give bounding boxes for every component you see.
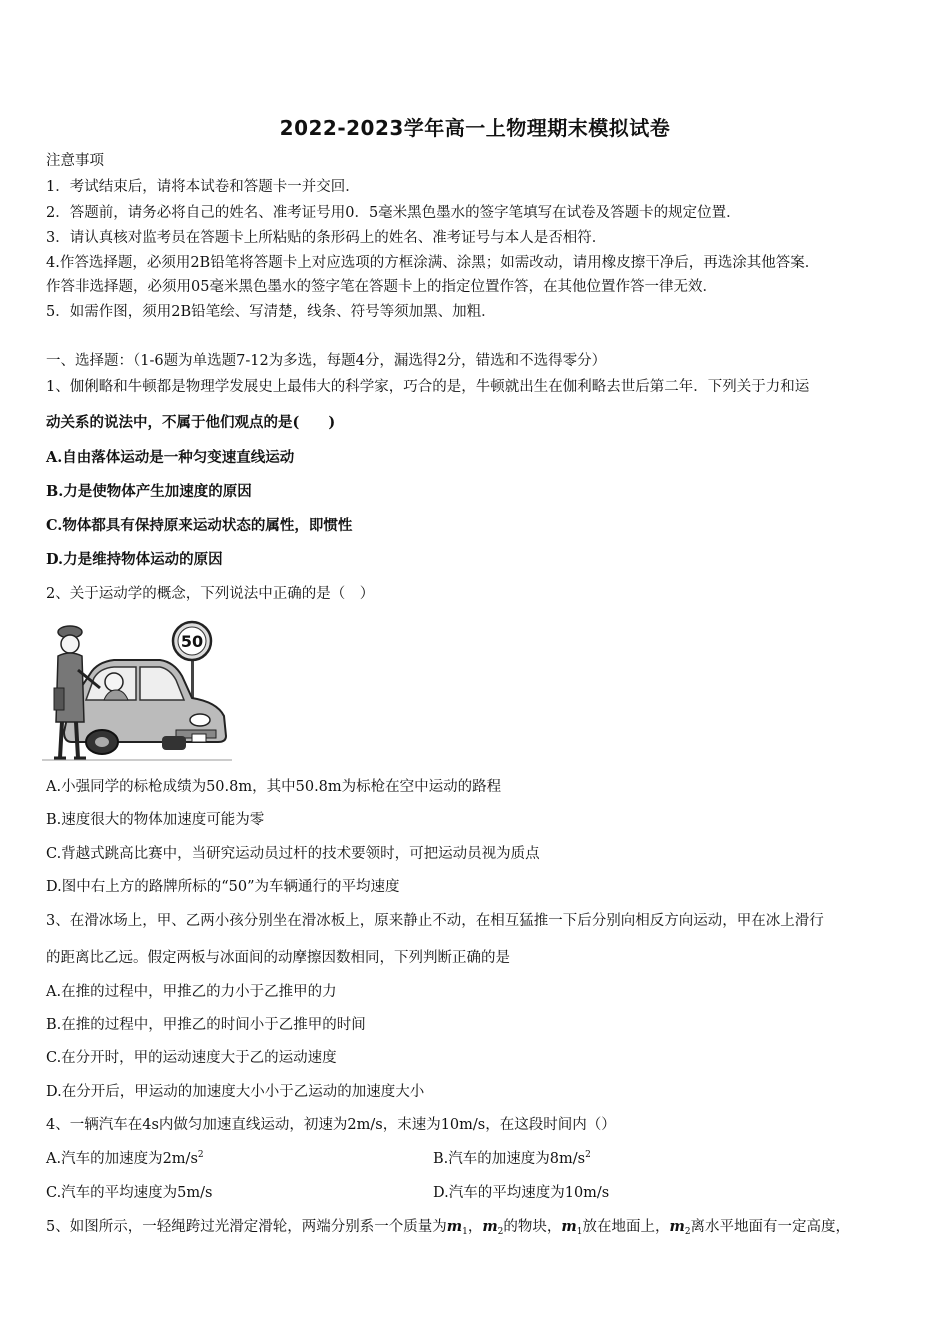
q4-option-a-exponent: 2 xyxy=(197,1150,204,1160)
q4-option-a xyxy=(46,1150,204,1168)
q2-option-b: B.速度很大的物体加速度可能为零 xyxy=(46,812,265,828)
page-title: 2022-2023学年高一上物理期末模拟试卷 xyxy=(279,116,671,140)
q5-text: ， xyxy=(467,1219,483,1235)
mass-symbol: m xyxy=(561,1218,577,1235)
notice-item: 2．答题前，请务必将自己的姓名、准考证号用0．5毫米黑色墨水的签字笔填写在试卷及答题卡的规定位置． xyxy=(46,205,741,221)
q3-stem: 3、在滑冰场上，甲、乙两小孩分别坐在滑冰板上，原来静止不动，在相互猛推一下后分别向相反方向运动，甲在冰上滑行 xyxy=(46,913,824,929)
notice-item: 1．考试结束后，请将本试卷和答题卡一并交回． xyxy=(46,179,360,195)
q3-stem-cont: 的距离比乙远。假定两板与冰面间的动摩擦因数相同，下列判断正确的是 xyxy=(46,950,510,966)
q1-stem: 1、伽俐略和牛顿都是物理学发展史上最伟大的科学家，巧合的是，牛顿就出生在伽利略去世后第二年．下列关于力和运 xyxy=(46,379,810,395)
notice-item: 5．如需作图，须用2B铅笔绘、写清楚，线条、符号等须加黑、加粗． xyxy=(46,304,496,320)
q5-stem xyxy=(46,1218,850,1236)
notice-item: 4.作答选择题，必须用2B铅笔将答题卡上对应选项的方框涂满、涂黑；如需改动，请用橡皮擦干净后，再选涂其他答案． xyxy=(46,255,820,271)
traffic-illustration xyxy=(42,614,232,764)
mass-symbol: m xyxy=(482,1218,498,1235)
mass-subscript: 1 xyxy=(462,1227,468,1237)
notice-heading: 注意事项 xyxy=(46,153,104,169)
q4-option-b-exponent: 2 xyxy=(585,1150,591,1160)
mass-symbol: m xyxy=(446,1218,463,1235)
q5-text: 5、如图所示，一轻绳跨过光滑定滑轮，两端分别系一个质量为 xyxy=(46,1219,447,1235)
q4-option-b-text: B.汽车的加速度为8m/s xyxy=(433,1151,586,1167)
q4-stem: 4、一辆汽车在4s内做匀加速直线运动，初速为2m/s，末速为10m/s，在这段时间内（） xyxy=(46,1117,616,1133)
q3-option-b: B.在推的过程中，甲推乙的时间小于乙推甲的时间 xyxy=(46,1017,366,1033)
q2-option-d: D.图中右上方的路牌所标的“50”为车辆通行的平均速度 xyxy=(46,879,400,895)
q3-option-a: A.在推的过程中，甲推乙的力小于乙推甲的力 xyxy=(46,984,337,1000)
q4-option-a-text: A.汽车的加速度为2m/s xyxy=(46,1151,198,1167)
q1-option-b: B.力是使物体产生加速度的原因 xyxy=(46,483,252,500)
notice-item: 作答非选择题，必须用05毫米黑色墨水的签字笔在答题卡上的指定位置作答，在其他位置作答一律无效． xyxy=(46,279,717,295)
q2-option-c: C.背越式跳高比赛中，当研究运动员过杆的技术要领时，可把运动员视为质点 xyxy=(46,846,540,862)
mass-subscript: 2 xyxy=(684,1227,691,1237)
q2-option-a: A.小强同学的标枪成绩为50.8m，其中50.8m为标枪在空中运动的路程 xyxy=(46,779,502,795)
notice-item: 3．请认真核对监考员在答题卡上所粘贴的条形码上的姓名、准考证号与本人是否相符． xyxy=(46,230,607,246)
q3-option-d: D.在分开后，甲运动的加速度大小小于乙运动的加速度大小 xyxy=(46,1084,425,1100)
q4-option-b xyxy=(433,1150,591,1168)
q5-text: 的物块， xyxy=(503,1219,562,1235)
q5-text: 放在地面上， xyxy=(582,1219,670,1235)
q3-option-c: C.在分开时，甲的运动速度大于乙的运动速度 xyxy=(46,1050,337,1066)
q1-option-a: A.自由落体运动是一种匀变速直线运动 xyxy=(46,449,295,466)
mass-symbol: m xyxy=(669,1218,685,1235)
q4-option-c: C.汽车的平均速度为5m/s xyxy=(46,1185,213,1201)
mass-subscript: 2 xyxy=(497,1227,504,1237)
speed-sign-text: 50 xyxy=(180,632,204,651)
section-heading: 一、选择题：（1-6题为单选题7-12为多选，每题4分，漏选得2分，错选和不选得零分） xyxy=(46,353,607,369)
q2-stem: 2、关于运动学的概念，下列说法中正确的是（ ） xyxy=(46,586,375,602)
q4-option-d: D.汽车的平均速度为10m/s xyxy=(433,1185,610,1201)
mass-subscript: 1 xyxy=(576,1227,583,1237)
q1-stem-cont: 动关系的说法中，不属于他们观点的是( ) xyxy=(46,414,336,431)
q1-option-c: C.物体都具有保持原来运动状态的属性，即惯性 xyxy=(46,517,353,534)
q5-text: 离水平地面有一定高度， xyxy=(690,1219,851,1235)
q1-option-d: D.力是维持物体运动的原因 xyxy=(46,551,223,568)
